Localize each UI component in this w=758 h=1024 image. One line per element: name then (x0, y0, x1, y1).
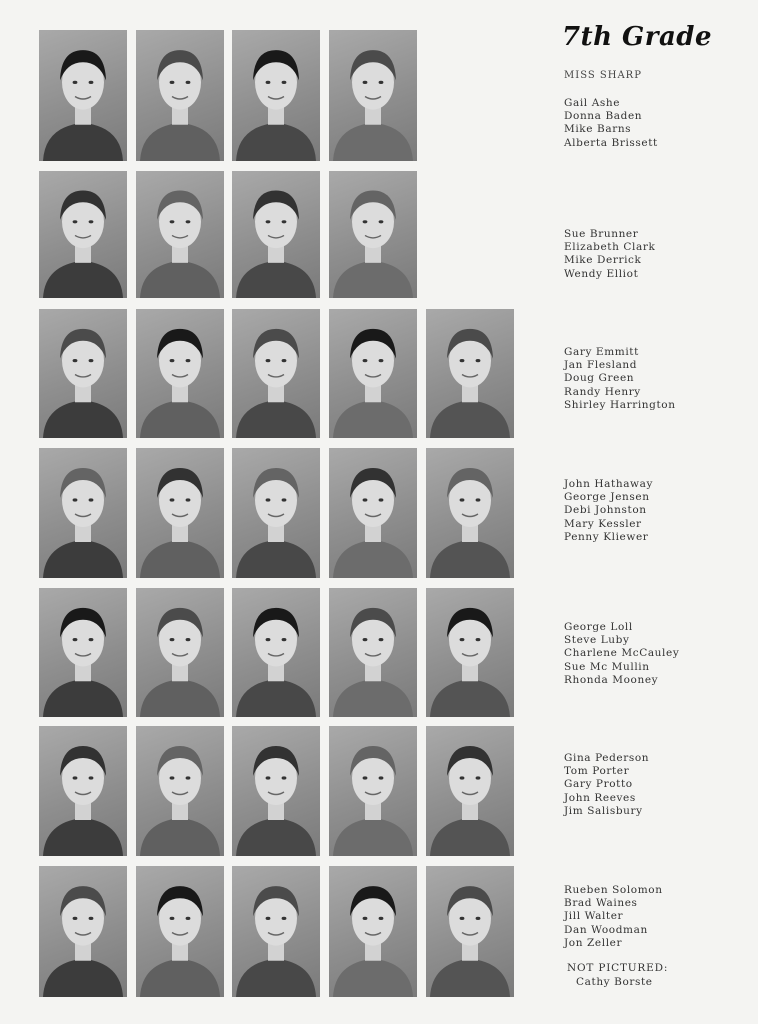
student-name: John Hathaway (564, 478, 654, 490)
student-photo (329, 30, 417, 161)
student-name: Jan Flesland (564, 359, 638, 372)
student-name: Gary Protto (564, 778, 633, 791)
student-name: Doug Green (564, 372, 635, 385)
student-name: Rueben Solomon (564, 884, 663, 896)
student-name: Rhonda Mooney (564, 673, 659, 686)
student-photo (426, 866, 514, 997)
student-name: George Jensen (564, 491, 650, 504)
student-name: Donna Baden (564, 110, 643, 123)
student-photo (136, 726, 224, 856)
student-photo (426, 448, 514, 578)
student-name: Debi Johnston (564, 504, 647, 517)
student-photo (329, 309, 417, 438)
student-name: Penny Kliewer (564, 530, 649, 543)
name-list-row-5 (564, 621, 679, 687)
student-photo (136, 309, 224, 438)
student-name: Brad Waines (564, 897, 638, 910)
student-name: Elizabeth Clark (564, 241, 656, 254)
student-photo (39, 309, 127, 438)
student-name: George Loll (564, 621, 633, 633)
student-name: Tom Porter (564, 765, 630, 778)
student-photo (136, 448, 224, 578)
student-photo (39, 448, 127, 578)
student-name: Charlene McCauley (564, 647, 680, 660)
student-name: Mary Kessler (564, 517, 642, 530)
student-name: Mike Derrick (564, 254, 642, 267)
student-name: Alberta Brissett (564, 136, 658, 149)
student-name: Randy Henry (564, 385, 641, 398)
student-photo (329, 726, 417, 856)
student-name: Gary Emmitt (564, 346, 639, 358)
name-list-row-3 (564, 346, 676, 412)
student-name: Gail Ashe (564, 97, 621, 109)
student-name: Jill Walter (564, 910, 624, 923)
name-list-row-6 (564, 752, 649, 818)
student-photo (329, 866, 417, 997)
student-photo (426, 588, 514, 717)
student-name: Sue Brunner (564, 228, 639, 240)
student-photo (232, 726, 320, 856)
student-name: John Reeves (564, 791, 636, 804)
student-photo (329, 171, 417, 298)
student-name: Jim Salisbury (564, 804, 643, 817)
student-name: Sue Mc Mullin (564, 660, 650, 673)
student-photo (39, 726, 127, 856)
student-photo (136, 866, 224, 997)
student-name: Jon Zeller (564, 936, 623, 949)
student-photo (232, 309, 320, 438)
student-name: Shirley Harrington (564, 398, 676, 411)
student-photo (426, 726, 514, 856)
student-photo (39, 588, 127, 717)
student-photo (232, 448, 320, 578)
student-photo (232, 866, 320, 997)
student-name: Wendy Elliot (564, 267, 639, 280)
student-name: Dan Woodman (564, 923, 648, 936)
page-title: 7th Grade (562, 22, 713, 52)
name-list-row-2 (564, 228, 655, 281)
student-photo (136, 30, 224, 161)
student-name: Steve Luby (564, 634, 630, 647)
name-list-row-7 (564, 884, 663, 950)
not-pictured-name: Cathy Borste (576, 976, 653, 988)
student-photo (329, 588, 417, 717)
student-photo (329, 448, 417, 578)
teacher-name: MISS SHARP (564, 70, 642, 81)
student-photo (39, 30, 127, 161)
student-photo (232, 171, 320, 298)
student-photo (39, 171, 127, 298)
student-photo (426, 309, 514, 438)
student-name: Mike Barns (564, 123, 632, 136)
student-photo (136, 171, 224, 298)
student-name: Gina Pederson (564, 752, 650, 764)
not-pictured-label: NOT PICTURED: (567, 962, 669, 974)
name-list-row-1 (564, 97, 658, 150)
student-photo (39, 866, 127, 997)
student-photo (136, 588, 224, 717)
student-photo (232, 588, 320, 717)
student-photo (232, 30, 320, 161)
name-list-row-4 (564, 478, 653, 544)
